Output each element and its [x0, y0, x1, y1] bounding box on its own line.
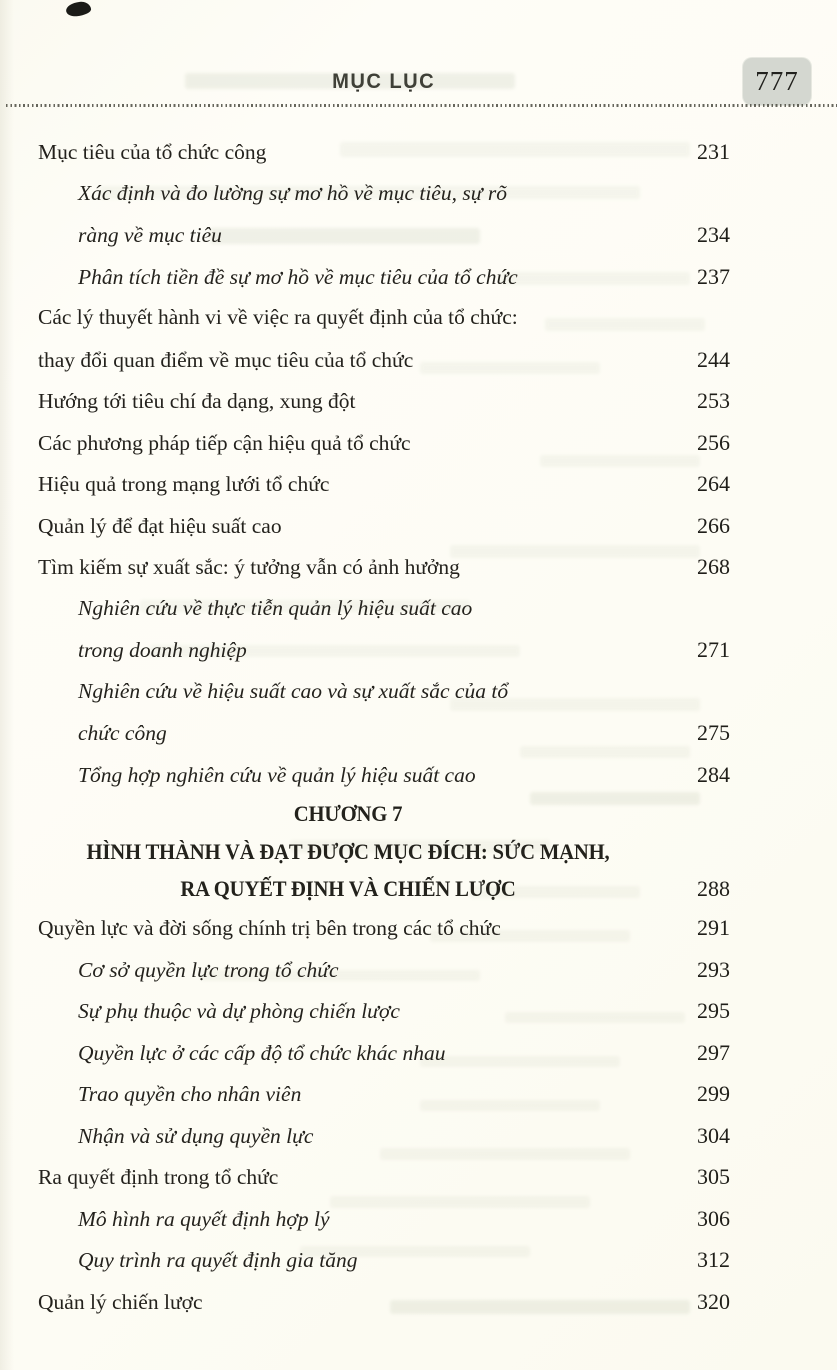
toc-row — [38, 1156, 730, 1198]
toc-row — [38, 339, 730, 381]
toc-page-number: 237 — [697, 263, 730, 289]
toc-row — [38, 1198, 730, 1240]
chapter-number-label: CHƯƠNG 7 — [293, 801, 403, 826]
toc-entry-label: Tìm kiếm sự xuất sắc: ý tưởng vẫn có ảnh hưởng — [38, 555, 460, 579]
toc-entry-label: trong doanh nghiệp — [78, 638, 247, 662]
dotted-divider — [6, 104, 837, 107]
toc-page-number: 234 — [697, 222, 730, 247]
toc-row — [38, 990, 730, 1032]
toc-page-number: 293 — [697, 956, 730, 982]
toc-list — [38, 131, 730, 1322]
toc-row — [38, 505, 730, 547]
toc-page-number: 297 — [697, 1039, 730, 1065]
toc-page-number: 305 — [697, 1164, 730, 1189]
toc-row — [38, 422, 730, 464]
toc-entry-label: Các lý thuyết hành vi về việc ra quyết định của tổ chức: — [38, 305, 518, 329]
print-bleed-mark — [185, 73, 515, 89]
toc-entry-label: Ra quyết định trong tổ chức — [38, 1165, 279, 1189]
toc-entry-label: Quản lý để đạt hiệu suất cao — [38, 513, 282, 538]
toc-page-number: 306 — [697, 1205, 730, 1231]
toc-page-number: 312 — [697, 1247, 730, 1272]
toc-page-number: 271 — [697, 637, 730, 662]
toc-row — [38, 1032, 730, 1074]
toc-page-number: 231 — [697, 139, 730, 164]
toc-entry-label: Xác định và đo lường sự mơ hồ về mục tiêu, sự rõ — [78, 180, 507, 205]
toc-page-number: 275 — [697, 720, 730, 745]
chapter-heading-row — [38, 833, 730, 870]
chapter-heading-row — [38, 795, 730, 833]
toc-row — [38, 712, 730, 754]
toc-row — [38, 629, 730, 671]
toc-entry-label: Tổng hợp nghiên cứu về quản lý hiệu suất cao — [78, 762, 476, 787]
chapter-title-label: RA QUYẾT ĐỊNH VÀ CHIẾN LƯỢC — [180, 876, 516, 901]
toc-page-number: 253 — [697, 388, 730, 413]
toc-entry-label: Quyền lực ở các cấp độ tổ chức khác nhau — [78, 1040, 446, 1065]
toc-entry-label: Nghiên cứu về thực tiễn quản lý hiệu suất cao — [78, 595, 473, 620]
toc-entry-label: Sự phụ thuộc và dự phòng chiến lược — [78, 999, 400, 1023]
toc-page-number: 244 — [697, 346, 730, 372]
toc-row — [38, 546, 730, 588]
toc-page-number: 268 — [697, 554, 730, 579]
toc-row — [38, 214, 730, 256]
toc-row — [38, 1073, 730, 1115]
page-number-badge — [743, 58, 811, 105]
toc-page-number: 320 — [697, 1288, 730, 1314]
toc-row — [38, 131, 730, 173]
toc-row — [38, 1115, 730, 1157]
toc-row — [38, 1281, 730, 1323]
page-number: 777 — [755, 66, 799, 96]
toc-entry-label: Trao quyền cho nhân viên — [78, 1082, 302, 1106]
toc-row — [38, 173, 730, 215]
toc-entry-label: Hướng tới tiêu chí đa dạng, xung đột — [38, 389, 356, 413]
toc-entry-label: Mục tiêu của tổ chức công — [38, 140, 267, 164]
toc-entry-label: Quản lý chiến lược — [38, 1289, 203, 1314]
toc-entry-label: Nhận và sử dụng quyền lực — [78, 1123, 314, 1148]
toc-page-number: 266 — [697, 512, 730, 538]
chapter-title-label: HÌNH THÀNH VÀ ĐẠT ĐƯỢC MỤC ĐÍCH: SỨC MẠNH, — [86, 839, 610, 864]
toc-entry-label: chức công — [78, 721, 167, 745]
toc-page-number: 291 — [697, 915, 730, 940]
toc-row — [38, 754, 730, 796]
toc-row — [38, 949, 730, 991]
toc-page-number: 288 — [697, 876, 730, 901]
toc-entry-label: Hiệu quả trong mạng lưới tổ chức — [38, 472, 330, 496]
toc-entry-label: Các phương pháp tiếp cận hiệu quả tổ chức — [38, 430, 411, 455]
toc-entry-label: ràng về mục tiêu — [78, 223, 222, 247]
toc-entry-label: thay đổi quan điểm về mục tiêu của tổ chức — [38, 347, 414, 372]
toc-entry-label: Nghiên cứu về hiệu suất cao và sự xuất sắc của tổ — [78, 678, 509, 703]
chapter-heading-row — [38, 870, 730, 907]
toc-page-number: 304 — [697, 1122, 730, 1148]
toc-row — [38, 463, 730, 505]
toc-row — [38, 297, 730, 339]
toc-entry-label: Quyền lực và đời sống chính trị bên trong các tổ chức — [38, 916, 501, 940]
toc-page-number: 299 — [697, 1081, 730, 1106]
toc-entry-label: Cơ sở quyền lực trong tổ chức — [78, 957, 339, 982]
toc-entry-label: Phân tích tiền đề sự mơ hồ về mục tiêu của tổ chức — [78, 264, 518, 289]
toc-row — [38, 256, 730, 298]
toc-entry-label: Quy trình ra quyết định gia tăng — [78, 1248, 358, 1272]
toc-page-number: 264 — [697, 471, 730, 496]
toc-row — [38, 671, 730, 713]
page-title: MỤC LỤC — [331, 70, 436, 93]
toc-row — [38, 588, 730, 630]
toc-row — [38, 1239, 730, 1281]
toc-page-number: 295 — [697, 998, 730, 1023]
ink-smudge — [65, 1, 91, 18]
toc-page-number: 284 — [697, 761, 730, 787]
page-edge-shade — [0, 0, 14, 1370]
toc-entry-label: Mô hình ra quyết định hợp lý — [78, 1206, 330, 1231]
toc-row — [38, 380, 730, 422]
toc-row — [38, 907, 730, 949]
toc-page-number: 256 — [697, 429, 730, 455]
